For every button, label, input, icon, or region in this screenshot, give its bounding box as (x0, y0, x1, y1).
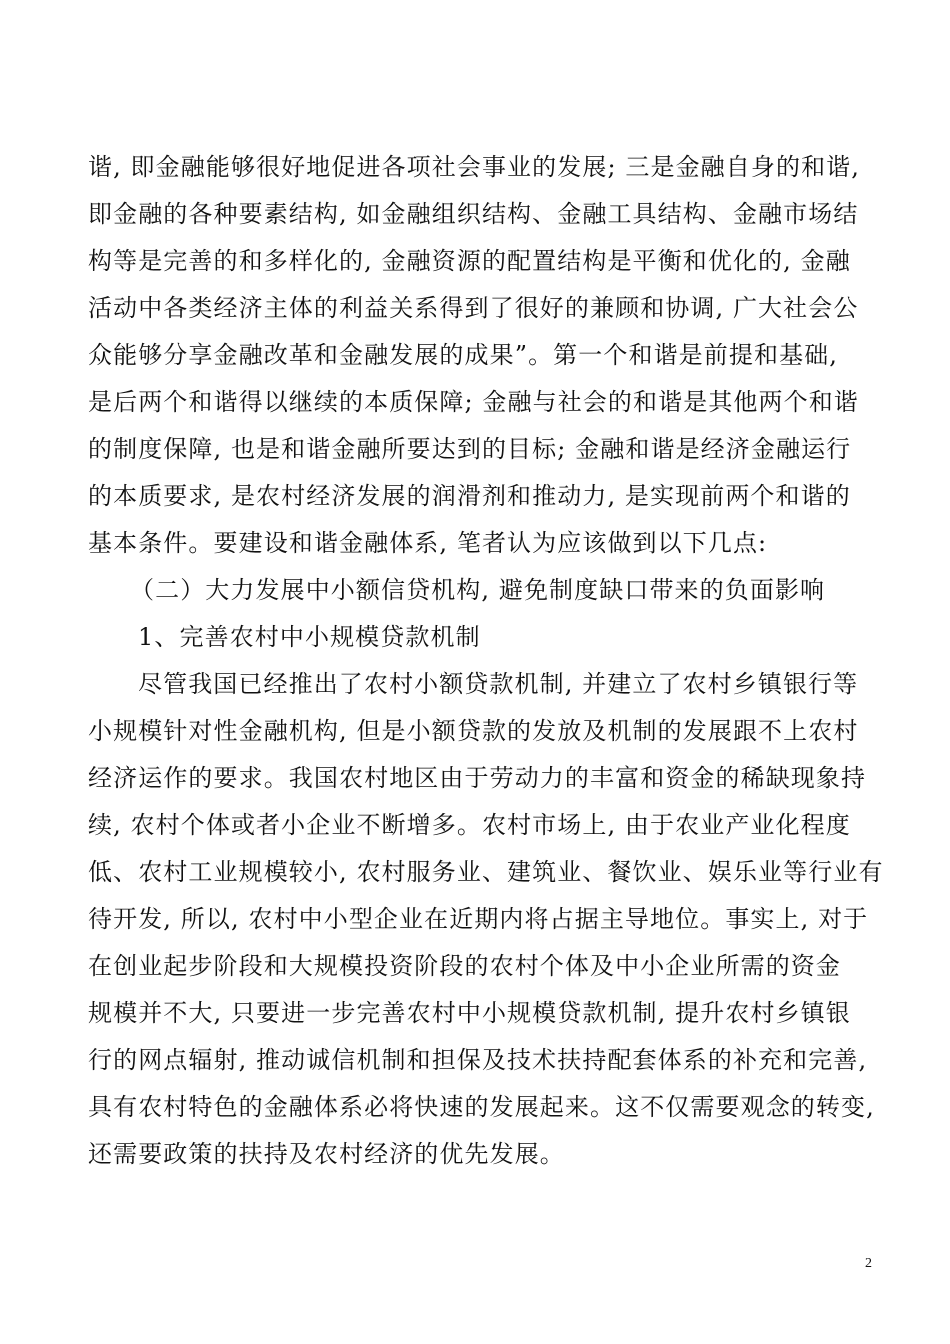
page-number: 2 (865, 1256, 872, 1271)
text-line: 具有农村特色的金融体系必将快速的发展起来。这不仅需要观念的转变, (88, 1093, 875, 1121)
text-line: 的制度保障, 也是和谐金融所要达到的目标; 金融和谐是经济金融运行 (88, 435, 852, 463)
text-line: 活动中各类经济主体的利益关系得到了很好的兼顾和协调, 广大社会公 (88, 294, 859, 322)
text-line: 尽管我国已经推出了农村小额贷款机制, 并建立了农村乡镇银行等 (138, 670, 859, 698)
text-line: 众能够分享金融改革和金融发展的成果”。第一个和谐是前提和基础, (88, 341, 838, 369)
text-line: 基本条件。要建设和谐金融体系, 笔者认为应该做到以下几点: (88, 529, 768, 557)
text-line: 规模并不大, 只要进一步完善农村中小规模贷款机制, 提升农村乡镇银 (88, 999, 851, 1027)
text-line: 还需要政策的扶持及农村经济的优先发展。 (88, 1140, 565, 1168)
text-line: 续, 农村个体或者小企业不断增多。农村市场上, 由于农业产业化程度 (88, 811, 851, 839)
subsection-heading: 1、完善农村中小规模贷款机制 (138, 623, 481, 651)
text-line: 经济运作的要求。我国农村地区由于劳动力的丰富和资金的稀缺现象持 (88, 764, 867, 792)
text-line: 构等是完善的和多样化的, 金融资源的配置结构是平衡和优化的, 金融 (88, 247, 851, 275)
section-heading: （二）大力发展中小额信贷机构, 避免制度缺口带来的负面影响 (130, 576, 826, 604)
text-line: 行的网点辐射, 推动诚信机制和担保及技术扶持配套体系的补充和完善, (88, 1046, 868, 1074)
text-line: 待开发, 所以, 农村中小型企业在近期内将占据主导地位。事实上, 对于 (88, 905, 869, 933)
text-line: 在创业起步阶段和大规模投资阶段的农村个体及中小企业所需的资金 (88, 952, 841, 980)
text-line: 是后两个和谐得以继续的本质保障; 金融与社会的和谐是其他两个和谐 (88, 388, 859, 416)
text-line: 低、农村工业规模较小, 农村服务业、建筑业、餐饮业、娱乐业等行业有 (88, 858, 884, 886)
text-line: 即金融的各种要素结构, 如金融组织结构、金融工具结构、金融市场结 (88, 200, 859, 228)
text-line: 小规模针对性金融机构, 但是小额贷款的发放及机制的发展跟不上农村 (88, 717, 859, 745)
text-line: 的本质要求, 是农村经济发展的润滑剂和推动力, 是实现前两个和谐的 (88, 482, 851, 510)
text-line: 谐, 即金融能够很好地促进各项社会事业的发展; 三是金融自身的和谐, (88, 153, 860, 181)
